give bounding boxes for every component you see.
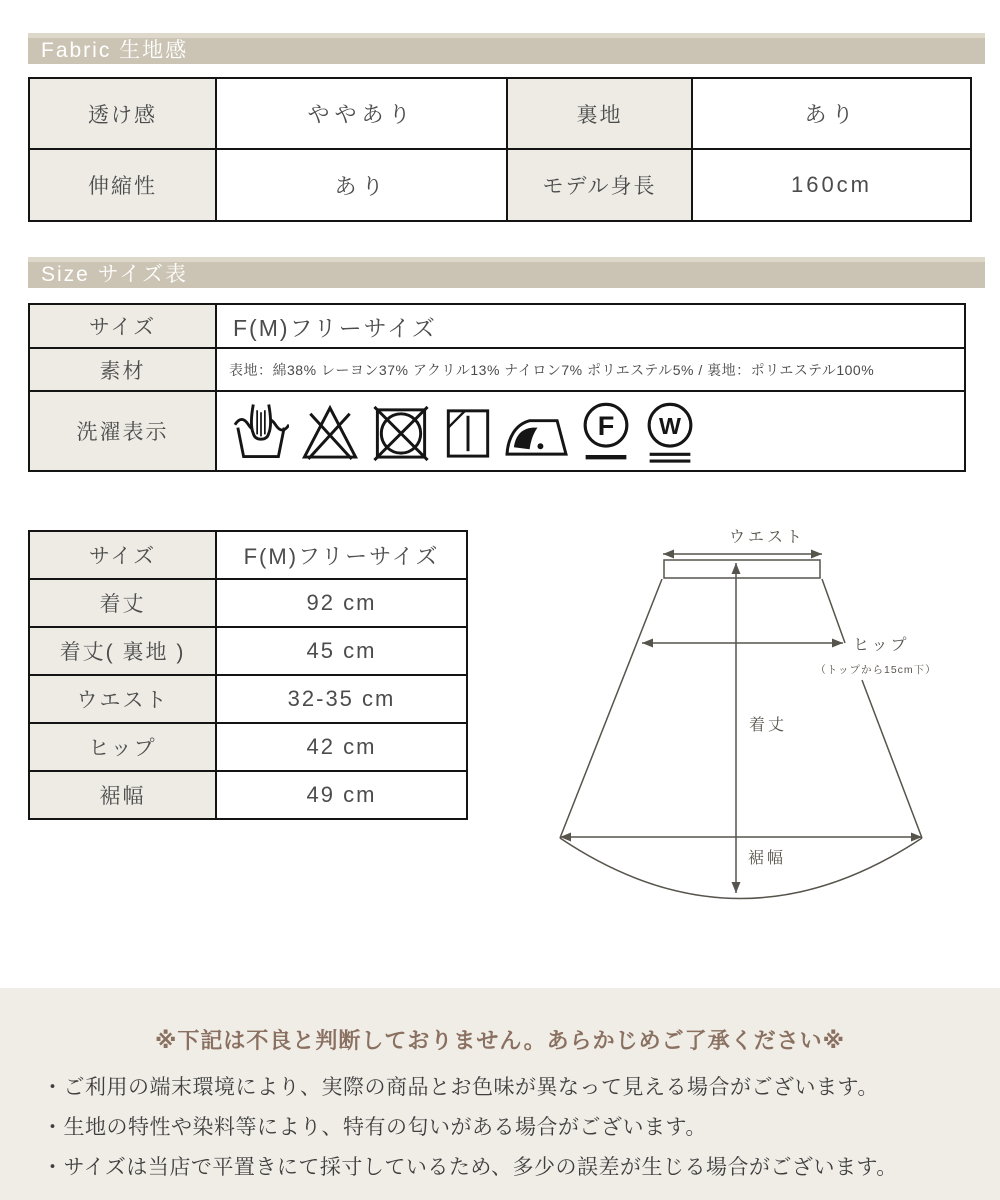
hand-wash-icon xyxy=(233,401,289,462)
measure-value-waist: 32-35 cm xyxy=(217,676,466,722)
measure-label-hem: 裾幅 xyxy=(30,772,215,818)
dry-clean-petroleum-icon xyxy=(580,399,632,463)
measure-label-hip: ヒップ xyxy=(30,724,215,770)
fabric-label-stretch: 伸縮性 xyxy=(30,150,215,220)
fabric-value-stretch: あり xyxy=(217,150,506,220)
measure-label-waist: ウエスト xyxy=(30,676,215,722)
fabric-label-model-height: モデル身長 xyxy=(508,150,691,220)
material-value: 表地：綿38% レーヨン37% アクリル13% ナイロン7% ポリエステル5% / 裏地：ポリエステル100% xyxy=(217,349,964,390)
measure-label-length: 着丈 xyxy=(30,580,215,626)
size-section-header: Size サイズ表 xyxy=(28,257,985,288)
measure-value-lining-length: 45 cm xyxy=(217,628,466,674)
care-icons xyxy=(217,392,964,470)
diagram-length-label: 着丈 xyxy=(748,717,788,734)
diagram-waist-label: ウエスト xyxy=(728,529,806,546)
line-dry-in-shade-icon xyxy=(443,401,493,462)
fabric-table xyxy=(28,77,972,222)
diagram-hem-label: 裾幅 xyxy=(747,850,787,867)
care-label: 洗濯表示 xyxy=(30,392,215,470)
do-not-tumble-dry-icon xyxy=(371,401,431,462)
notice-item: ・生地の特性や染料等により、特有の匂いがある場合がございます。 xyxy=(42,1116,707,1139)
notice-item: ・サイズは当店で平置きにて採寸しているため、多少の誤差が生じる場合がございます。 xyxy=(42,1156,898,1179)
size-info-table xyxy=(28,303,966,472)
svg-text:F: F xyxy=(597,409,615,441)
iron-low-heat-icon xyxy=(505,403,568,460)
measure-label-size: サイズ xyxy=(30,532,215,578)
svg-text:W: W xyxy=(659,412,681,439)
material-label: 素材 xyxy=(30,349,215,390)
measurement-table xyxy=(28,530,468,820)
diagram-hip-note: （トップから15cm下） xyxy=(815,664,937,676)
skirt-diagram xyxy=(545,522,945,917)
notice-list xyxy=(0,1068,1000,1188)
fabric-value-lining: あり xyxy=(693,79,970,148)
measure-value-hem: 49 cm xyxy=(217,772,466,818)
wet-clean-icon xyxy=(644,399,696,463)
measure-value-hip: 42 cm xyxy=(217,724,466,770)
fabric-value-sheerness: ややあり xyxy=(217,79,506,148)
size-value: F(M)フリーサイズ xyxy=(217,305,964,347)
measure-label-lining-length: 着丈( 裏地 ) xyxy=(30,628,215,674)
size-label: サイズ xyxy=(30,305,215,347)
fabric-value-model-height: 160cm xyxy=(693,150,970,220)
notice-title: ※下記は不良と判断しておりません。あらかじめご了承ください※ xyxy=(154,1028,846,1053)
fabric-label-sheerness: 透け感 xyxy=(30,79,215,148)
measure-value-length: 92 cm xyxy=(217,580,466,626)
notice-item: ・ご利用の端末環境により、実際の商品とお色味が異なって見える場合がございます。 xyxy=(42,1076,879,1099)
notice-panel xyxy=(0,988,1000,1200)
measure-value-size: F(M)フリーサイズ xyxy=(217,532,466,578)
fabric-section-header: Fabric 生地感 xyxy=(28,33,985,64)
do-not-bleach-icon xyxy=(301,401,359,462)
diagram-hip-label: ヒップ xyxy=(853,637,910,654)
fabric-label-lining: 裏地 xyxy=(508,79,691,148)
